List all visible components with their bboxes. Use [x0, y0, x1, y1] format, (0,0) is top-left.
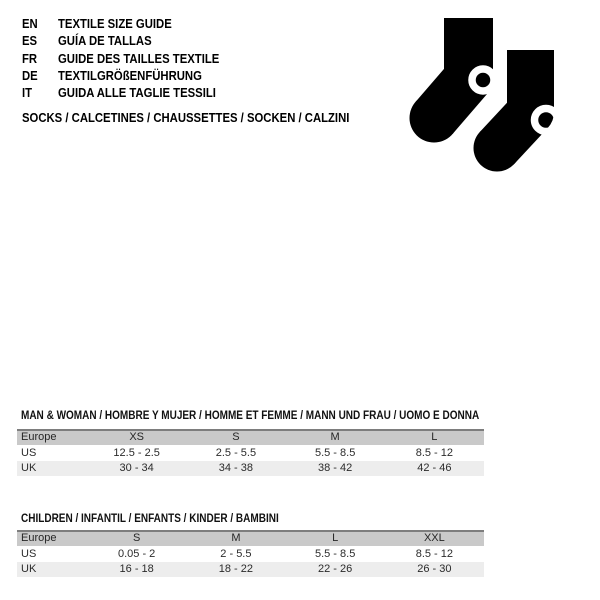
column-header-size: S	[232, 431, 240, 443]
guide-title-fr: GUIDE DES TAILLES TEXTILE	[58, 50, 220, 66]
size-cell: 5.5 - 8.5	[314, 547, 356, 560]
language-row-es	[22, 32, 243, 49]
language-legend	[22, 15, 243, 101]
table-row-uk	[17, 562, 484, 578]
size-cell: 0.05 - 2	[118, 547, 156, 560]
size-cell: 8.5 - 12	[415, 547, 454, 560]
language-code-label: EN	[22, 16, 38, 31]
column-header-size: XXL	[423, 532, 445, 544]
product-category-label: SOCKS / CALCETINES / CHAUSSETTES / SOCKEN / CALZINI	[22, 110, 350, 125]
guide-title-it: GUIDA ALLE TAGLIE TESSILI	[58, 85, 216, 101]
column-header-size: S	[132, 532, 141, 544]
language-row-de	[22, 67, 243, 84]
region-cell: UK	[21, 562, 37, 575]
size-cell: 26 - 30	[417, 562, 452, 575]
language-code-label: FR	[22, 50, 38, 66]
language-row-it	[22, 84, 243, 101]
language-row-fr	[22, 50, 243, 67]
column-header-size: L	[332, 532, 339, 544]
size-cell: 38 - 42	[318, 461, 353, 474]
size-cell: 42 - 46	[417, 461, 452, 474]
size-cell: 5.5 - 8.5	[314, 446, 356, 459]
column-header-region: Europe	[21, 431, 57, 443]
table-header-row	[17, 431, 484, 445]
column-header-size: L	[431, 431, 438, 443]
language-code-label: ES	[22, 33, 38, 49]
region-cell: US	[21, 547, 37, 560]
language-code-label: IT	[22, 85, 33, 101]
size-cell: 16 - 18	[119, 562, 154, 575]
size-cell: 22 - 26	[318, 562, 353, 575]
guide-title-de: TEXTILGRÖßENFÜHRUNG	[58, 67, 202, 83]
guide-title-es: GUÍA DE TALLAS	[58, 33, 152, 49]
size-cell: 30 - 34	[119, 461, 154, 474]
table-header-row	[17, 532, 484, 546]
size-cell: 8.5 - 12	[415, 446, 454, 459]
guide-title-en: TEXTILE SIZE GUIDE	[58, 16, 172, 31]
socks-icon	[400, 0, 570, 185]
table-row-uk	[17, 461, 484, 477]
table-row-us	[17, 546, 484, 562]
column-header-size: XS	[129, 431, 144, 443]
table-title-man-woman: MAN & WOMAN / HOMBRE Y MUJER / HOMME ET FEMME / MANN UND FRAU / UOMO E DONNA	[21, 410, 480, 422]
column-header-region: Europe	[21, 532, 57, 544]
column-header-size: M	[231, 532, 241, 544]
language-code-label: DE	[22, 67, 38, 83]
region-cell: US	[21, 446, 37, 459]
size-cell: 2.5 - 5.5	[215, 446, 257, 459]
language-row-en	[22, 15, 243, 32]
size-table-children	[17, 530, 484, 577]
column-header-size: M	[330, 431, 340, 443]
table-row-us	[17, 445, 484, 461]
size-table-man-woman	[17, 429, 484, 476]
size-cell: 2 - 5.5	[220, 547, 252, 560]
size-cell: 18 - 22	[218, 562, 254, 575]
size-cell: 34 - 38	[218, 461, 254, 474]
size-cell: 12.5 - 2.5	[113, 446, 160, 459]
table-title-children: CHILDREN / INFANTIL / ENFANTS / KINDER / BAMBINI	[21, 513, 279, 525]
region-cell: UK	[21, 461, 37, 474]
